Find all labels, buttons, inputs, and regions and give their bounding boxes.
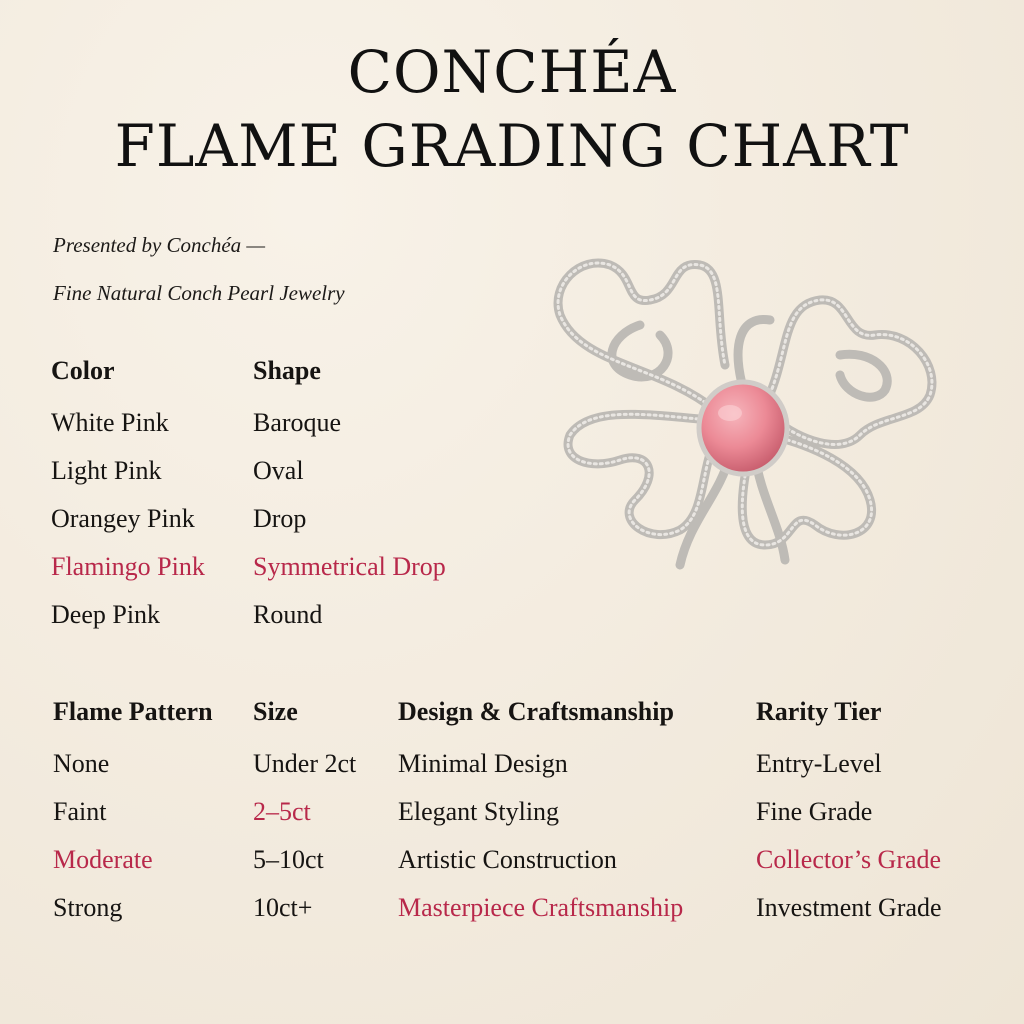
flame-pattern-cell: Strong xyxy=(53,893,123,922)
shape-cell-highlighted: Symmetrical Drop xyxy=(253,552,446,581)
rarity-cell: Fine Grade xyxy=(756,797,873,826)
rarity-column xyxy=(756,697,942,941)
size-cell: Under 2ct xyxy=(253,749,357,778)
design-header: Design & Craftsmanship xyxy=(398,697,674,726)
rarity-cell: Entry-Level xyxy=(756,749,882,778)
conch-pearl-brooch-icon xyxy=(540,245,950,595)
flame-pattern-cell: None xyxy=(53,749,110,778)
subtitle-line-1: Presented by Conchéa — xyxy=(53,233,266,257)
rarity-header: Rarity Tier xyxy=(756,697,882,726)
design-cell-highlighted: Masterpiece Craftsmanship xyxy=(398,893,684,922)
title-line-1: CONCHÉA xyxy=(347,38,677,106)
size-cell-highlighted: 2–5ct xyxy=(253,797,311,826)
color-column xyxy=(51,356,205,648)
flame-pattern-column xyxy=(53,697,213,941)
color-cell: White Pink xyxy=(51,408,169,437)
shape-cell: Oval xyxy=(253,456,304,485)
rarity-cell-highlighted: Collector’s Grade xyxy=(756,845,942,874)
color-cell: Light Pink xyxy=(51,456,162,485)
title-line-2: FLAME GRADING CHART xyxy=(114,112,910,180)
subtitle-line-2: Fine Natural Conch Pearl Jewelry xyxy=(53,281,345,305)
design-cell: Artistic Construction xyxy=(398,845,617,874)
shape-cell: Round xyxy=(253,600,323,629)
flame-pattern-header: Flame Pattern xyxy=(53,697,213,726)
size-column xyxy=(253,697,356,941)
color-cell: Orangey Pink xyxy=(51,504,195,533)
size-header: Size xyxy=(253,697,298,726)
rarity-cell: Investment Grade xyxy=(756,893,942,922)
design-cell: Elegant Styling xyxy=(398,797,560,826)
shape-header: Shape xyxy=(253,356,321,385)
shape-column xyxy=(253,356,446,648)
flame-pattern-cell: Faint xyxy=(53,797,107,826)
design-column xyxy=(398,697,683,941)
size-cell: 10ct+ xyxy=(253,893,313,922)
shape-cell: Baroque xyxy=(253,408,342,437)
size-cell: 5–10ct xyxy=(253,845,324,874)
color-cell-highlighted: Flamingo Pink xyxy=(51,552,205,581)
color-cell: Deep Pink xyxy=(51,600,161,629)
design-cell: Minimal Design xyxy=(398,749,568,778)
color-header: Color xyxy=(51,356,115,385)
flame-pattern-cell-highlighted: Moderate xyxy=(53,845,153,874)
shape-cell: Drop xyxy=(253,504,307,533)
